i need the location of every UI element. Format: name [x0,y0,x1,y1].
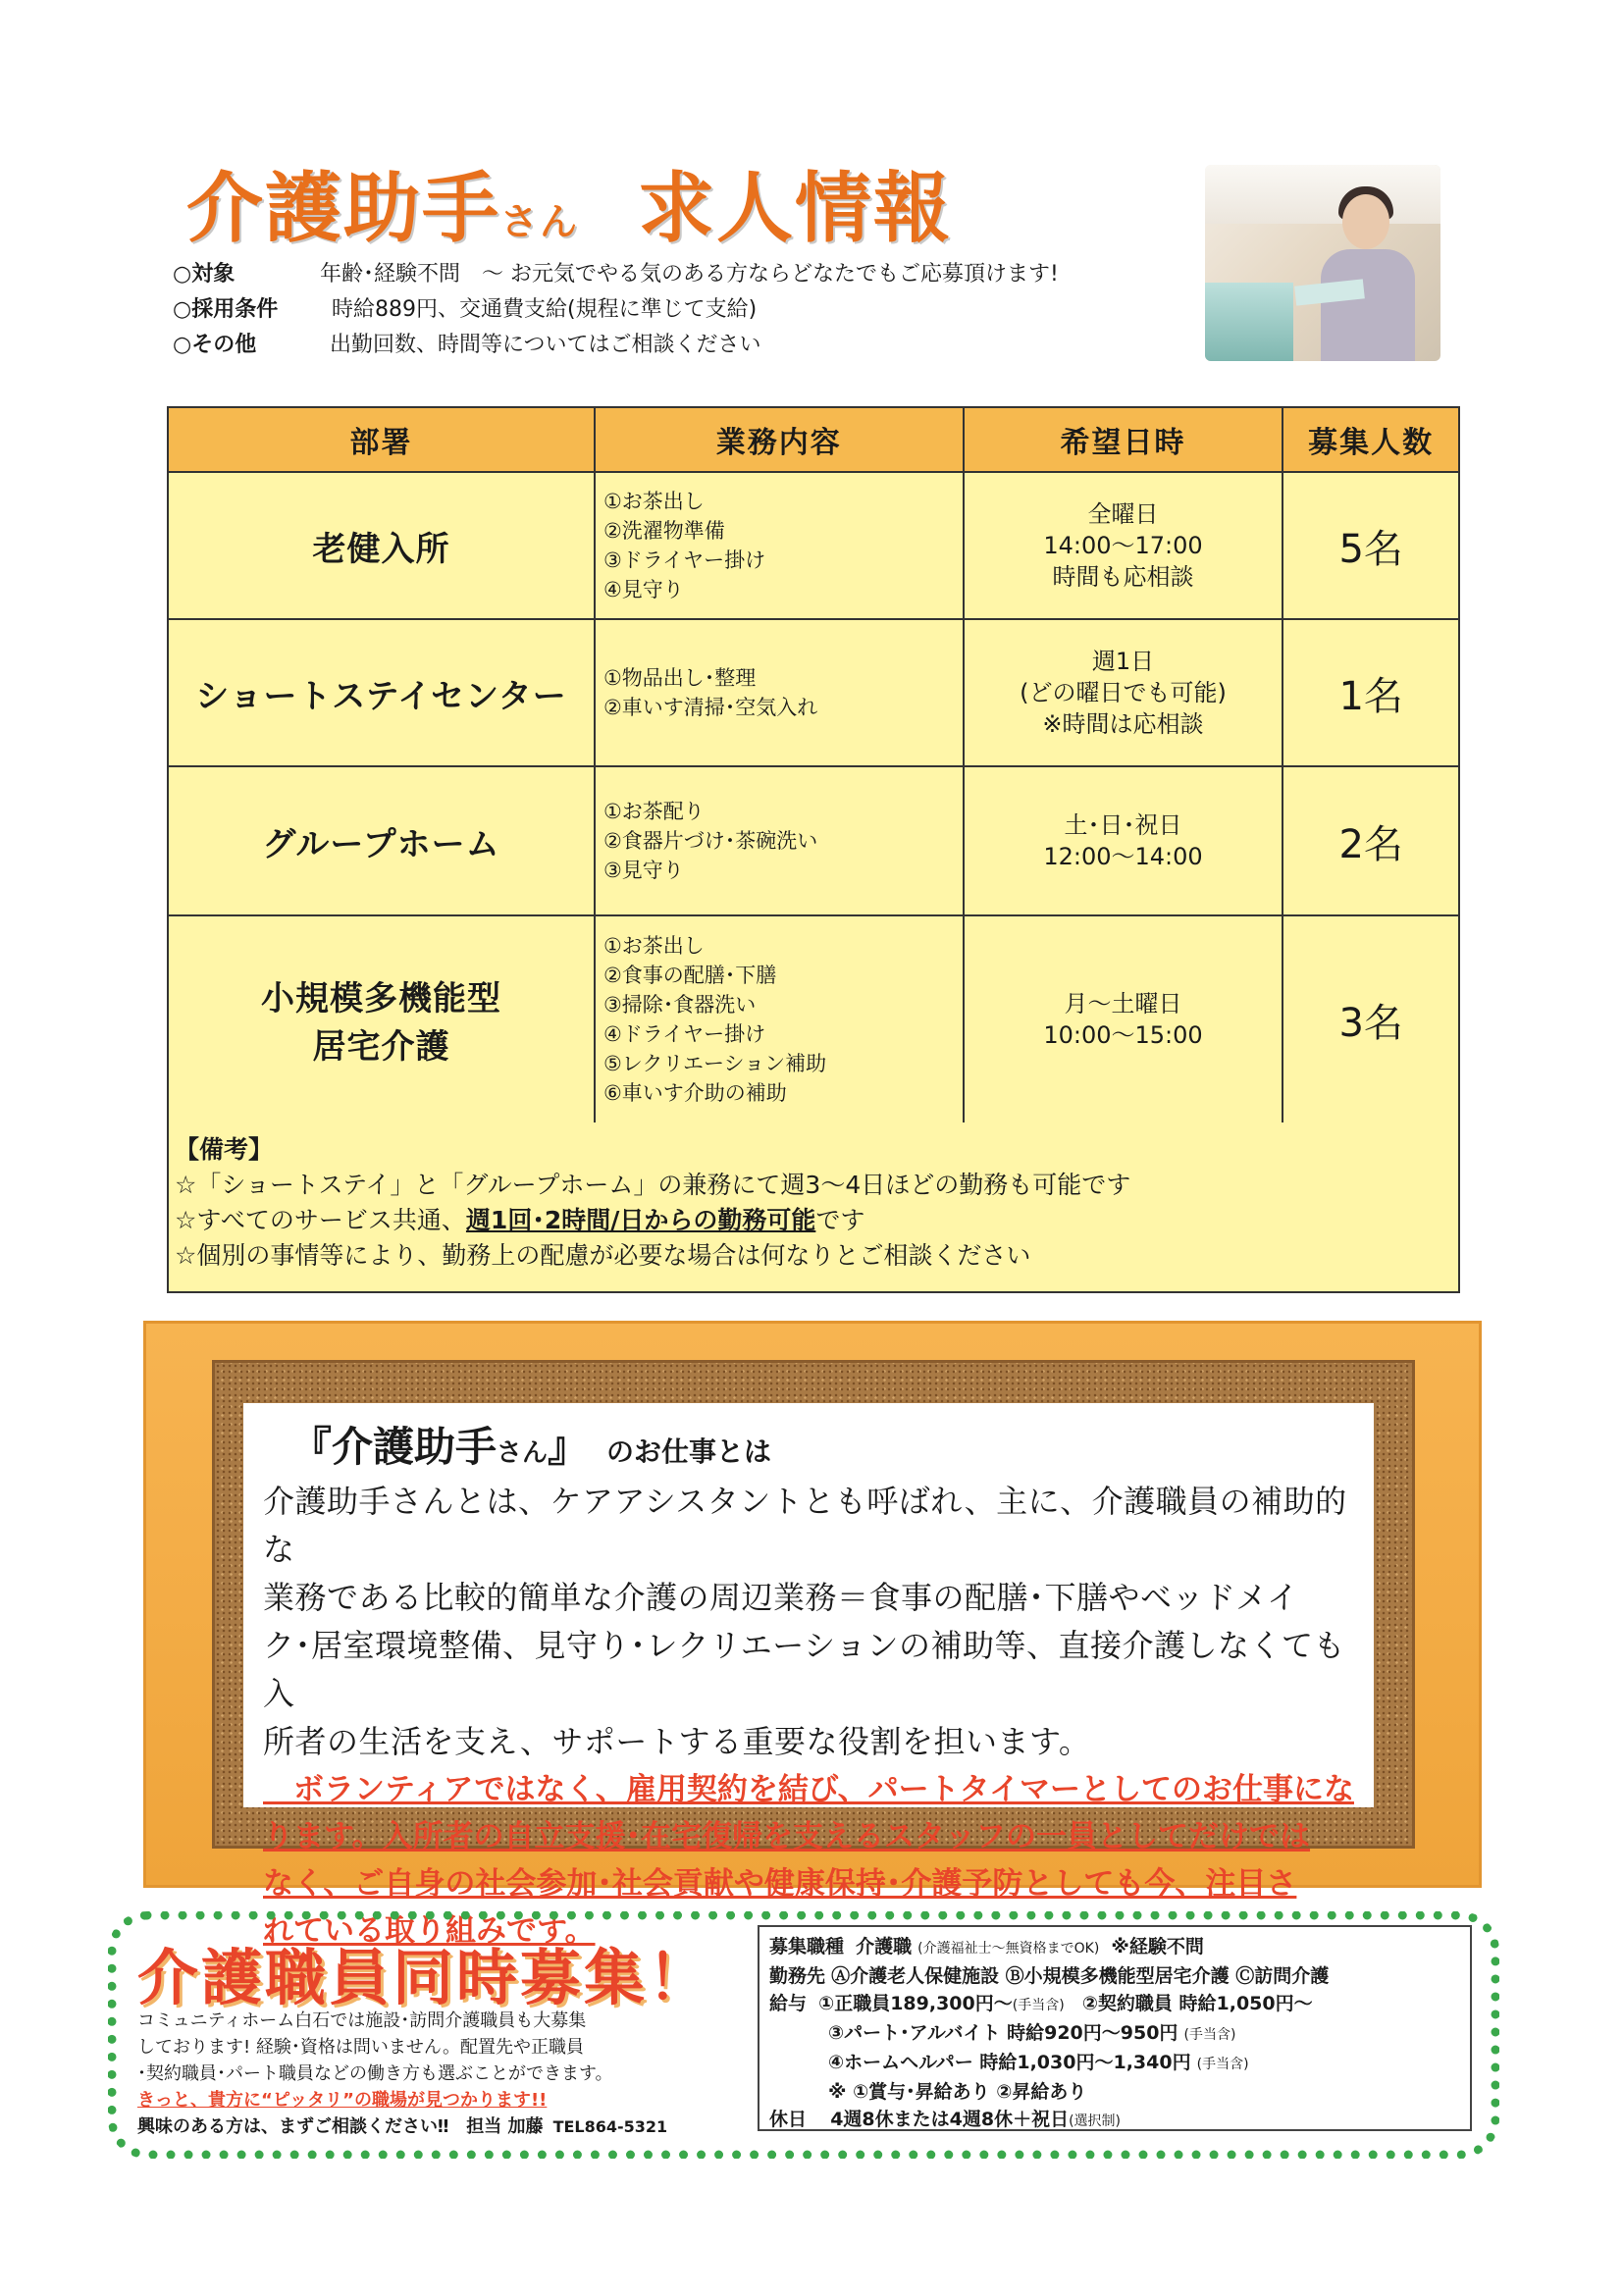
detail-place: 勤務先 Ⓐ介護老人保健施設 Ⓑ小規模多機能型居宅介護 Ⓒ訪問介護 [769,1965,1330,1987]
tasks-cell: ①お茶配り ②食器片づけ･茶碗洗い ③見守り [595,766,964,915]
recruit-description: コミュニティホーム白石では施設･訪問介護職員も大募集 しております! 経験･資格は問いません。配置先や正職員 ･契約職員･パート職員などの働き方も選ぶことができます。 きっと、貴方に“ピッタリ”の職場が見つかります!! 興味のある方は、まずご相談ください‼ 担当 加藤 TEL864-5321 [137,2008,746,2140]
recruit-contact: 興味のある方は、まずご相談ください‼ 担当 加藤 TEL864-5321 [137,2116,668,2137]
info-conditions: ○採用条件 時給889円、交通費支給(規程に準じて支給) [173,297,758,322]
table-row [168,472,1459,619]
detail-pay: ④ホームヘルパー 時給1,030円～1,340円 (手当含) [828,2052,1249,2073]
time-cell: 週1日 (どの曜日でも可能) ※時間は応相談 [964,619,1283,766]
time-cell: 土･日･祝日 12:00～14:00 [964,766,1283,915]
header-count: 募集人数 [1283,407,1459,472]
table-row [168,766,1459,915]
dept-cell: 老健入所 [168,472,595,619]
notes-title: 【備考】 [175,1135,274,1164]
detail-pay: ③パート･アルバイト 時給920円～950円 (手当含) [828,2022,1236,2044]
dept-cell: ショートステイセンター [168,619,595,766]
detail-pay: 給与 ①正職員189,300円～(手当含) ②契約職員 時給1,050円～ [769,1993,1313,2014]
notes-line: ☆「ショートステイ」と「グループホーム」の兼務にて週3～4日ほどの勤務も可能です [175,1171,1131,1199]
dept-cell: グループホーム [168,766,595,915]
phone-number: TEL864-5321 [552,2117,668,2136]
count-cell: 2名 [1283,766,1459,915]
title-main: 介護助手 [186,165,501,253]
tasks-cell: ①物品出し･整理 ②車いす清掃･空気入れ [595,619,964,766]
header-tasks: 業務内容 [595,407,964,472]
detail-type: 募集職種 介護職 (介護福祉士～無資格までOK) ※経験不問 [769,1936,1204,1957]
title-sub: 求人情報 [638,165,953,253]
page-title [186,147,952,257]
job-info [173,257,1059,363]
recruit-highlight: きっと、貴方に“ピッタリ”の職場が見つかります!! [137,2090,548,2111]
detail-pay-extra: ※ ①賞与･昇給あり ②昇給あり [828,2081,1087,2103]
notes-line: ☆すべてのサービス共通、週1回･2時間/日からの勤務可能です [175,1206,865,1234]
tasks-cell: ①お茶出し ②洗濯物準備 ③ドライヤー掛け ④見守り [595,472,964,619]
notes-box [167,1122,1460,1293]
header-time: 希望日時 [964,407,1283,472]
tasks-cell: ①お茶出し ②食事の配膳･下膳 ③掃除･食器洗い ④ドライヤー掛け ⑤レクリエーション補助 ⑥車いす介助の補助 [595,915,964,1123]
detail-holiday: 休日 4週8休または4週8休＋祝日(選択制) [769,2109,1122,2130]
notes-line: ☆個別の事情等により、勤務上の配慮が必要な場合は何なりとご相談ください [175,1241,1031,1270]
info-other: ○その他 出勤回数、時間等についてはご相談ください [173,333,761,357]
about-body: 介護助手さんとは、ケアアシスタントとも呼ばれ、主に、介護職員の補助的な 業務である比較的簡単な介護の周辺業務＝食事の配膳･下膳やベッドメイ ク･居室環境整備、見守り･レクリエーションの補助等、直接介護しなくても入 所者の生活を支え、サポートする重要な役割を担います。 [263,1483,1347,1760]
recruitment-table [167,406,1460,1124]
count-cell: 3名 [1283,915,1459,1123]
caregiver-photo [1205,165,1440,361]
table-row [168,619,1459,766]
recruit-details [758,1925,1472,2131]
count-cell: 5名 [1283,472,1459,619]
about-heading: 『介護助手さん』 のお仕事とは [290,1423,772,1471]
recruit-headline: 介護職員同時募集！ [137,1942,712,2013]
info-target: ○対象 年齢･経験不問 ～ お元気でやる気のある方ならどなたでもご応募頂けます! [173,262,1059,287]
count-cell: 1名 [1283,619,1459,766]
header-dept: 部署 [168,407,595,472]
about-highlight: ボランティアではなく、雇用契約を結び、パートタイマーとしてのお仕事にな ります。入所者の自立支援･在宅復帰を支えるスタッフの一員としてだけでは なく、ご自身の社会参加･社会貢献や健康保持･介護予防としても今、注目さ れている取り組みです。 [263,1772,1354,1949]
time-cell: 全曜日 14:00～17:00 時間も応相談 [964,472,1283,619]
table-row [168,915,1459,1123]
title-suffix: さん [500,200,580,243]
dept-cell: 小規模多機能型 居宅介護 [168,915,595,1123]
time-cell: 月～土曜日 10:00～15:00 [964,915,1283,1123]
table-header-row [168,407,1459,472]
